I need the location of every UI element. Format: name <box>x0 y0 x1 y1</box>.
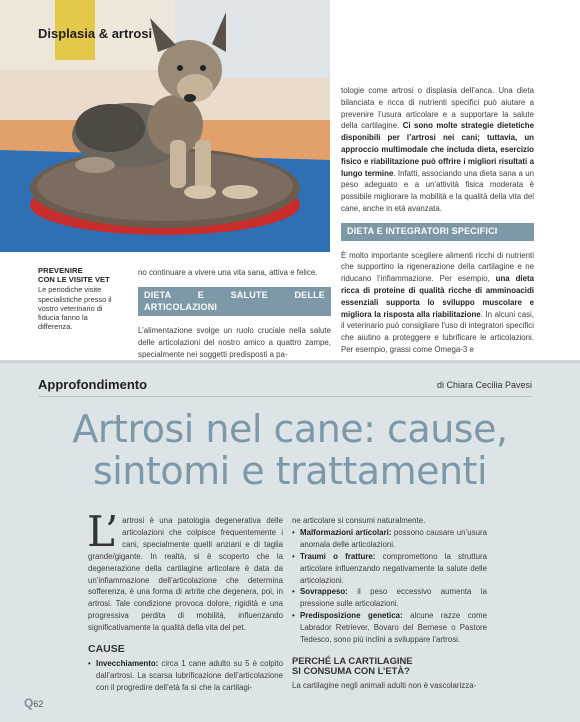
section-header <box>0 360 580 396</box>
magazine-logo: Q <box>24 696 34 710</box>
subheading-integratori: DIETA E INTEGRATORI SPECIFICI <box>341 223 534 241</box>
title-line-1: Artrosi nel cane: cause, <box>72 407 508 451</box>
list-item: • Traumi o fratture: compromettono la struttura articolare influenzando negativamente la salute delle articolazioni. <box>292 551 487 587</box>
caption-title-line2: CON LE VISITE VET <box>38 275 110 285</box>
paragraph-dieta-bilanciata: tologie come artrosi o displasia dell’anca. Una dieta bilanciata e ricca di nutrienti specifici può aiutare a prevenire l’usura articolare e a supportare la salute della cartilagine. Ci sono molte strategie dietetiche disponibili per l’artrosi nei cani; tuttavia, un approccio multimodale che includa dieta, esercizio fisico e riabilitazione può offrire i migliori risultati a lungo termine. Infatti, associando una dieta sana a un peso adeguato e a un’attività fisica moderata è possibile migliorare la mobilità e la qualità della vita del cane, anche in età avanzata. <box>341 86 534 213</box>
list-item: • Malformazioni articolari: possono causare un’usura anomala delle articolazioni. <box>292 527 487 551</box>
subheading-dieta-salute: DIETA E SALUTE DELLE ARTICOLAZIONI <box>138 287 331 317</box>
causes-list-continued <box>292 527 487 646</box>
paragraph-alimenti: È molto importante scegliere alimenti ricchi di nutrienti che supportino la rigenerazione della cartilagine e ne riducano l’infiammazione. Per esempio, una dieta ricca di proteine di qualità ricche di amminoacidi essenziali supporta lo sviluppo muscolare e migliora la risposta alla riabilitazione. In alcuni casi, il veterinario può consigliare l’uso di integratori specifici che aiutino a proteggere e lubrificare le articolazioni. Per esempio, grassi come Omega-3 e <box>341 250 534 354</box>
header-divider <box>38 396 532 397</box>
paragraph-alimentazione: L’alimentazione svolge un ruolo cruciale nella salute delle articolazioni del nostro amico a quattro zampe, specialmente nei soggetti predisposti a pa- <box>138 326 331 359</box>
question-heading: PERCHÉ LA CARTILAGINE SI CONSUMA CON L’ETÀ? <box>292 654 413 677</box>
photo-caption <box>38 266 124 331</box>
caption-text: Le periodiche visite specialistiche presso il vostro veterinario di fiducia fanno la differenza. <box>38 285 112 332</box>
paragraph-continuation: ne articolare si consumi naturalmente. <box>292 516 426 525</box>
article-column-middle <box>138 267 331 361</box>
article-column-right <box>341 85 534 356</box>
intro-paragraph: L’ artrosi è una patologia degenerativa delle articolazioni che colpisce frequentemente i cani, specialmente quelli anziani e di taglia grande/gigante. In realtà, si è scoperto che la degenerazione della cartilagine articolare è data da un’infiammazione dell’articolazione che determina sofferenza, è una forma di artrite che degenera, poi, in artrosi. Tale condizione provoca dolore, rigidità e una progressiva perdita di mobilità, influenzando significativamente la qualità della vita del pet. <box>87 507 283 633</box>
drop-cap: L’ <box>87 507 119 556</box>
section-title: Displasia & artrosi <box>38 26 153 41</box>
list-item: • Predisposizione genetica: alcune razze come Labrador Retriever, Bovaro del Bernese o Pastore Tedesco, sono più inclini a sviluppare l’artrosi. <box>292 610 487 646</box>
upper-article-section <box>0 0 580 360</box>
question-paragraph: La cartilagine negli animali adulti non è vascolarizza- <box>292 680 477 690</box>
page-number: 62 <box>33 699 44 709</box>
list-item: • Invecchiamento: circa 1 cane adulto su 5 è colpito dall’artrosi. La scarsa lubrificazione dell’articolazione con il progredire dell’età fa sì che la cartilagi- <box>88 658 283 694</box>
article-column-left <box>87 507 283 694</box>
author-byline: di Chiara Cecilia Pavesi <box>436 380 532 390</box>
lower-article-section <box>0 360 580 722</box>
list-item: • Sovrappeso: il peso eccessivo aumenta la pressione sulle articolazioni. <box>292 586 487 610</box>
page-footer <box>24 696 43 710</box>
caption-title-line1: PREVENIRE <box>38 266 83 275</box>
causes-heading: CAUSE <box>88 643 125 656</box>
title-line-2: sintomi e trattamenti <box>92 449 488 493</box>
causes-list <box>88 658 283 694</box>
article-column-right-lower <box>292 515 487 692</box>
paragraph-continuation: no continuare a vivere una vita sana, attiva e felice. <box>138 268 318 277</box>
section-label: Approfondimento <box>38 377 148 392</box>
article-title <box>0 408 580 492</box>
